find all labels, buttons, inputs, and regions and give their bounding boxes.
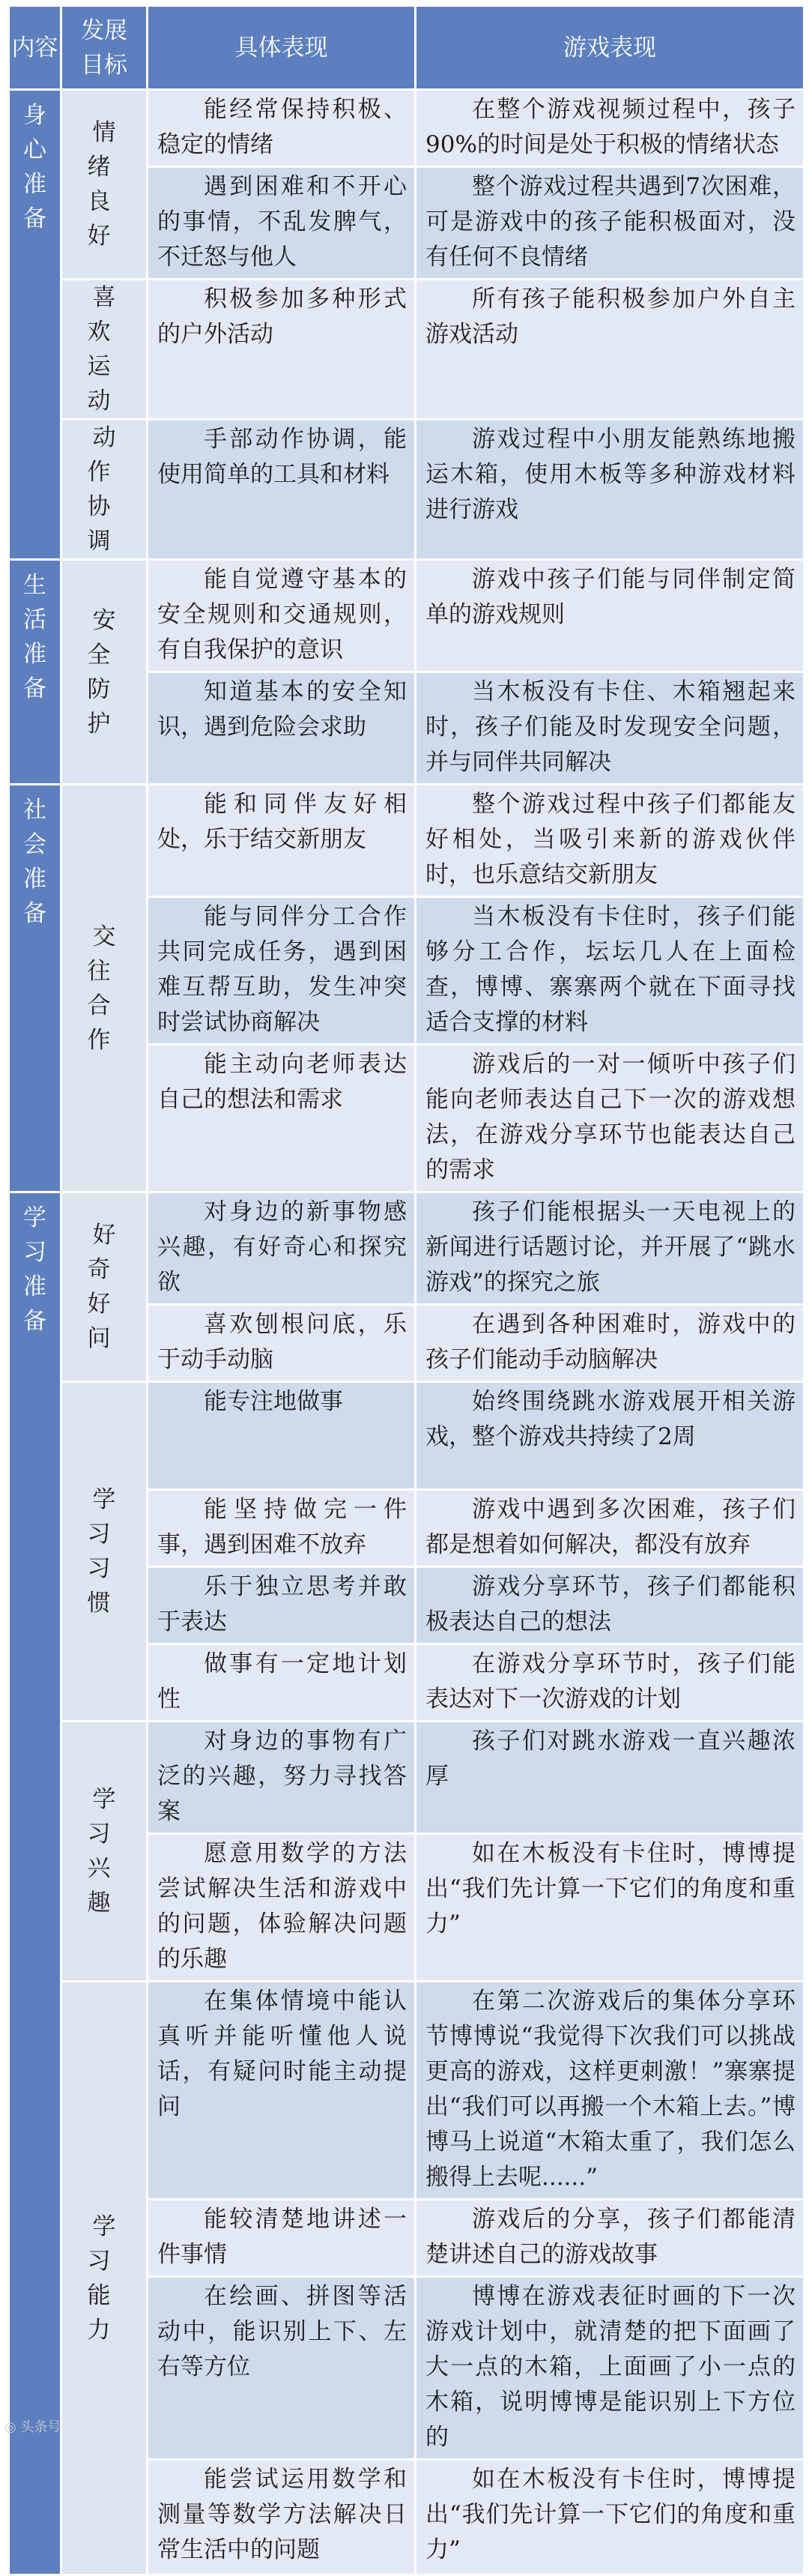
header-game: 游戏表现: [416, 6, 805, 90]
goal-label: [61, 1382, 148, 1722]
specific-cell: 乐于独立思考并敢于表达: [148, 1567, 416, 1644]
table-body: [9, 90, 805, 2575]
header-specific: 具体表现: [148, 6, 416, 90]
game-cell: 游戏分享环节，孩子们都能积极表达自己的想法: [416, 1567, 805, 1644]
game-cell: 在整个游戏视频过程中，孩子90%的时间是处于积极的情绪状态: [416, 90, 805, 167]
game-cell: 始终围绕跳水游戏展开相关游戏，整个游戏共持续了2周: [416, 1382, 805, 1490]
specific-cell: 在绘画、拼图等活动中，能识别上下、左右等方位: [148, 2277, 416, 2460]
specific-cell: 能尝试运用数学和测量等数学方法解决日常生活中的问题: [148, 2460, 416, 2575]
specific-cell: 遇到困难和不开心的事情，不乱发脾气，不迁怒与他人: [148, 167, 416, 280]
goal-label: [61, 1982, 148, 2575]
specific-cell: 手部动作协调，能使用简单的工具和材料: [148, 420, 416, 560]
specific-cell: 能较清楚地讲述一件事情: [148, 2200, 416, 2277]
table-row: [9, 420, 805, 560]
goal-label-text: 学习习惯: [87, 1486, 127, 1617]
header-goal: 发展目标: [61, 6, 148, 90]
goal-label-text: 情绪良好: [87, 119, 127, 250]
table-row: [9, 1722, 805, 1834]
table-row: [9, 1982, 805, 2200]
table-row: [9, 1382, 805, 1490]
specific-cell: 对身边的新事物感兴趣，有好奇心和探究欲: [148, 1192, 416, 1305]
table-row: [9, 785, 805, 897]
specific-cell: 能专注地做事: [148, 1382, 416, 1490]
game-cell: 游戏中遇到多次困难，孩子们都是想着如何解决，都没有放弃: [416, 1490, 805, 1567]
specific-cell: 能自觉遵守基本的安全规则和交通规则，有自我保护的意识: [148, 560, 416, 672]
goal-label-text: 喜欢运动: [87, 284, 127, 414]
goal-label: [61, 1192, 148, 1382]
goal-label: [61, 90, 148, 280]
game-cell: 在游戏分享环节时，孩子们能表达对下一次游戏的计划: [416, 1644, 805, 1722]
specific-cell: 在集体情境中能认真听并能听懂他人说话，有疑问时能主动提问: [148, 1982, 416, 2200]
table-row: [9, 560, 805, 672]
goal-label-text: 安全防护: [87, 606, 127, 737]
header-content: 内容: [9, 6, 61, 90]
specific-cell: 能主动向老师表达自己的想法和需求: [148, 1045, 416, 1192]
game-cell: 孩子们能根据头一天电视上的新闻进行话题讨论，并开展了“跳水游戏”的探究之旅: [416, 1192, 805, 1305]
game-cell: 整个游戏过程共遇到7次困难，可是游戏中的孩子能积极面对，没有任何不良情绪: [416, 167, 805, 280]
specific-cell: 积极参加多种形式的户外活动: [148, 280, 416, 420]
section-label: [9, 560, 61, 785]
goal-label: [61, 1722, 148, 1982]
specific-cell: 做事有一定地计划性: [148, 1644, 416, 1722]
section-label: [9, 90, 61, 560]
goal-label: [61, 280, 148, 420]
game-cell: 整个游戏过程中孩子们都能友好相处，当吸引来新的游戏伙伴时，也乐意结交新朋友: [416, 785, 805, 897]
game-cell: 游戏后的分享，孩子们都能清楚讲述自己的游戏故事: [416, 2200, 805, 2277]
game-cell: 在第二次游戏后的集体分享环节博博说“我觉得下次我们可以挑战更高的游戏，这样更刺激！”寨寨提出“我们可以再搬一个木箱上去。”博博马上说道“木箱太重了，我们怎么搬得上去呢......”: [416, 1982, 805, 2200]
table-row: [9, 90, 805, 167]
section-label-text: 生活准备: [23, 572, 46, 702]
specific-cell: 能经常保持积极、稳定的情绪: [148, 90, 416, 167]
game-cell: 游戏后的一对一倾听中孩子们能向老师表达自己下一次的游戏想法，在游戏分享环节也能表达自己的需求: [416, 1045, 805, 1192]
specific-cell: 对身边的事物有广泛的兴趣，努力寻找答案: [148, 1722, 416, 1834]
table-header-row: [9, 6, 805, 90]
game-cell: 如在木板没有卡住时，博博提出“我们先计算一下它们的角度和重力”: [416, 2460, 805, 2575]
specific-cell: 愿意用数学的方法尝试解决生活和游戏中的问题，体验解决问题的乐趣: [148, 1834, 416, 1982]
specific-cell: 知道基本的安全知识，遇到危险会求助: [148, 672, 416, 785]
specific-cell: 能坚持做完一件事，遇到困难不放弃: [148, 1490, 416, 1567]
goal-label: [61, 785, 148, 1192]
game-cell: 如在木板没有卡住时，博博提出“我们先计算一下它们的角度和重力”: [416, 1834, 805, 1982]
goal-label-text: 学习能力: [87, 2212, 127, 2344]
game-cell: 博博在游戏表征时画的下一次游戏计划中，就清楚的把下面画了大一点的木箱，上面画了小一点的木箱，说明博博是能识别上下方位的: [416, 2277, 805, 2460]
game-cell: 游戏中孩子们能与同伴制定简单的游戏规则: [416, 560, 805, 672]
section-label-text: 学习准备: [23, 1204, 46, 1335]
game-cell: 游戏过程中小朋友能熟练地搬运木箱，使用木板等多种游戏材料进行游戏: [416, 420, 805, 560]
watermark-logo: ◎ 头条号: [4, 2419, 61, 2435]
goal-label: [61, 560, 148, 785]
game-cell: 当木板没有卡住时，孩子们能够分工合作，坛坛几人在上面检查，博博、寨寨两个就在下面寻找适合支撑的材料: [416, 897, 805, 1045]
section-label-text: 社会准备: [23, 797, 46, 927]
goal-label-text: 交往合作: [87, 923, 127, 1054]
section-label-text: 身心准备: [23, 102, 46, 232]
game-cell: 孩子们对跳水游戏一直兴趣浓厚: [416, 1722, 805, 1834]
goal-label-text: 动作协调: [87, 424, 127, 555]
table-row: [9, 280, 805, 420]
specific-cell: 能和同伴友好相处，乐于结交新朋友: [148, 785, 416, 897]
section-label: [9, 785, 61, 1192]
readiness-table: [7, 4, 805, 2576]
table-row: [9, 1192, 805, 1305]
goal-label-text: 学习兴趣: [87, 1786, 127, 1916]
game-cell: 在遇到各种困难时，游戏中的孩子们能动手动脑解决: [416, 1305, 805, 1382]
specific-cell: 能与同伴分工合作共同完成任务，遇到困难互帮互助，发生冲突时尝试协商解决: [148, 897, 416, 1045]
section-label: [9, 1192, 61, 2575]
game-cell: 所有孩子能积极参加户外自主游戏活动: [416, 280, 805, 420]
specific-cell: 喜欢刨根问底，乐于动手动脑: [148, 1305, 416, 1382]
game-cell: 当木板没有卡住、木箱翘起来时，孩子们能及时发现安全问题，并与同伴共同解决: [416, 672, 805, 785]
goal-label-text: 好奇好问: [87, 1222, 127, 1352]
goal-label: [61, 420, 148, 560]
